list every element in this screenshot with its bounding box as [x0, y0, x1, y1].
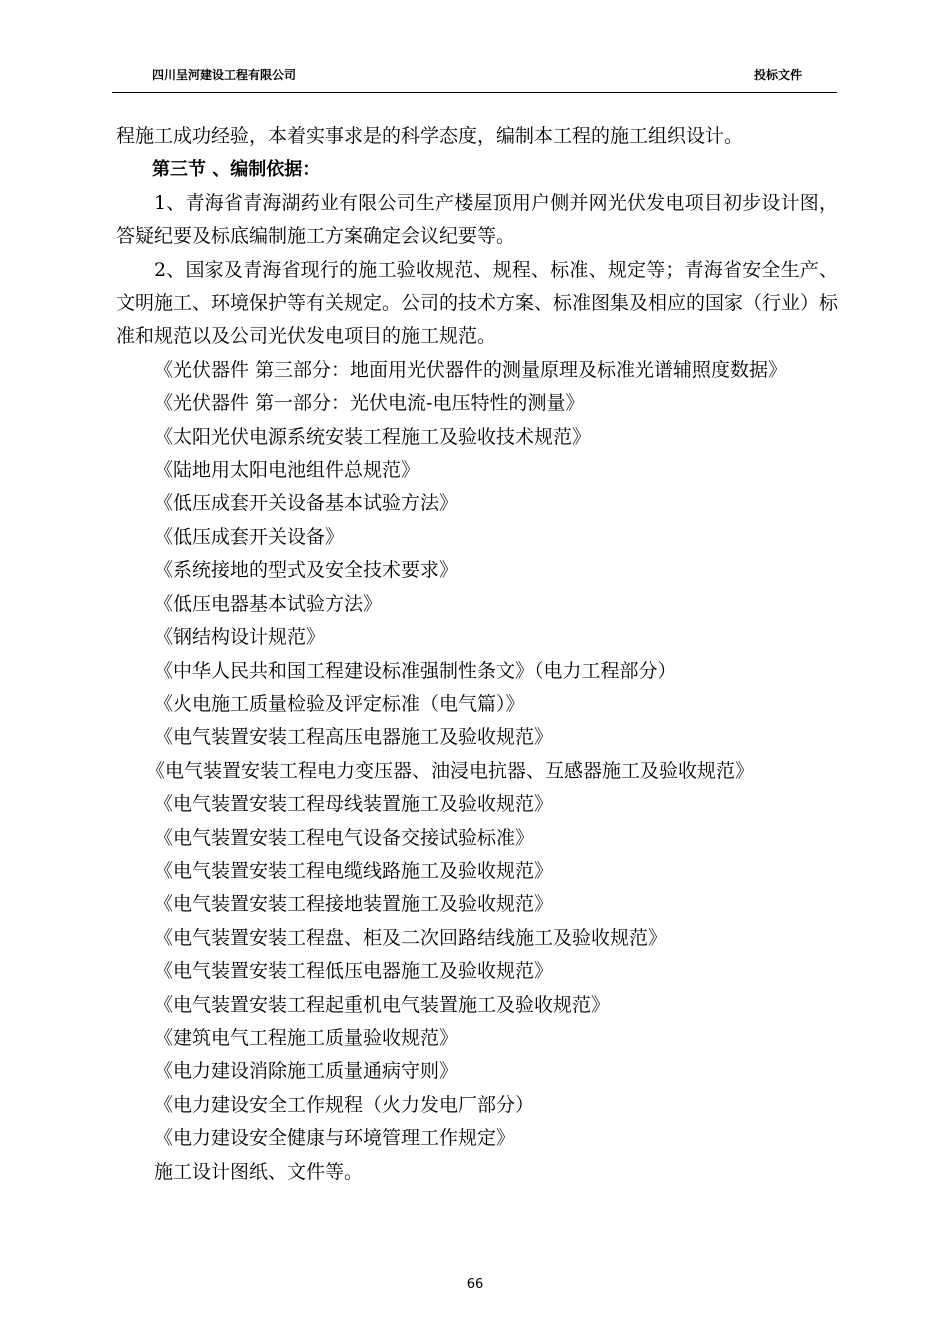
basis-item-2: 2、国家及青海省现行的施工验收规范、规程、标准、规定等；青海省安全生产、文明施工、环境保护等有关规定。公司的技术方案、标准图集及相应的国家（行业）标准和规范以及公司光伏发电项目的施工规范。 — [116, 258, 839, 348]
basis-item-1: 1、青海省青海湖药业有限公司生产楼屋顶用户侧并网光伏发电项目初步设计图，答疑纪要及标底编制施工方案确定会议纪要等。 — [116, 191, 838, 248]
reference-item: 《电气装置安装工程电力变压器、油浸电抗器、互感器施工及验收规范》 — [146, 759, 755, 782]
document-type: 投标文件 — [753, 68, 802, 82]
reference-item: 《低压电器基本试验方法》 — [154, 592, 383, 615]
reference-item: 《光伏器件 第一部分：光伏电流-电压特性的测量》 — [154, 392, 585, 415]
reference-item: 《电气装置安装工程电气设备交接试验标准》 — [154, 826, 535, 849]
reference-list — [116, 354, 838, 1156]
reference-item: 《电气装置安装工程盘、柜及二次回路结线施工及验收规范》 — [154, 926, 668, 949]
reference-item: 《中华人民共和国工程建设标准强制性条文》（电力工程部分） — [154, 659, 677, 682]
reference-item: 《钢结构设计规范》 — [154, 626, 326, 649]
page-content — [116, 120, 838, 1189]
reference-item: 《电力建设消除施工质量通病守则》 — [154, 1060, 459, 1083]
reference-item: 《电气装置安装工程母线装置施工及验收规范》 — [154, 793, 554, 816]
reference-item: 《建筑电气工程施工质量验收规范》 — [154, 1026, 459, 1049]
company-name: 四川呈河建设工程有限公司 — [152, 68, 297, 82]
section-title: 第三节 、编制依据： — [152, 159, 321, 181]
reference-item: 《陆地用太阳电池组件总规范》 — [154, 459, 421, 482]
reference-item: 《系统接地的型式及安全技术要求》 — [154, 559, 459, 582]
reference-item: 《电气装置安装工程接地装置施工及验收规范》 — [154, 893, 554, 916]
page-number: 66 — [466, 1277, 484, 1292]
reference-item: 《电力建设安全工作规程（火力发电厂部分） — [154, 1093, 535, 1116]
reference-item: 《电气装置安装工程电缆线路施工及验收规范》 — [154, 859, 554, 882]
page-header — [112, 66, 830, 88]
reference-item: 《电力建设安全健康与环境管理工作规定》 — [154, 1127, 516, 1150]
reference-item: 《电气装置安装工程高压电器施工及验收规范》 — [154, 726, 554, 749]
closing-line: 施工设计图纸、文件等。 — [154, 1160, 364, 1183]
reference-item: 《低压成套开关设备基本试验方法》 — [154, 492, 459, 515]
intro-paragraph: 程施工成功经验，本着实事求是的科学态度，编制本工程的施工组织设计。 — [116, 125, 744, 147]
header-divider — [112, 92, 837, 93]
reference-item: 《火电施工质量检验及评定标准（电气篇）》 — [154, 692, 525, 715]
reference-item: 《光伏器件 第三部分：地面用光伏器件的测量原理及标准光谱辅照度数据》 — [154, 358, 788, 381]
reference-item: 《太阳光伏电源系统安装工程施工及验收技术规范》 — [154, 425, 592, 448]
reference-item: 《低压成套开关设备》 — [154, 525, 345, 548]
reference-item: 《电气装置安装工程低压电器施工及验收规范》 — [154, 960, 554, 983]
reference-item: 《电气装置安装工程起重机电气装置施工及验收规范》 — [154, 993, 611, 1016]
